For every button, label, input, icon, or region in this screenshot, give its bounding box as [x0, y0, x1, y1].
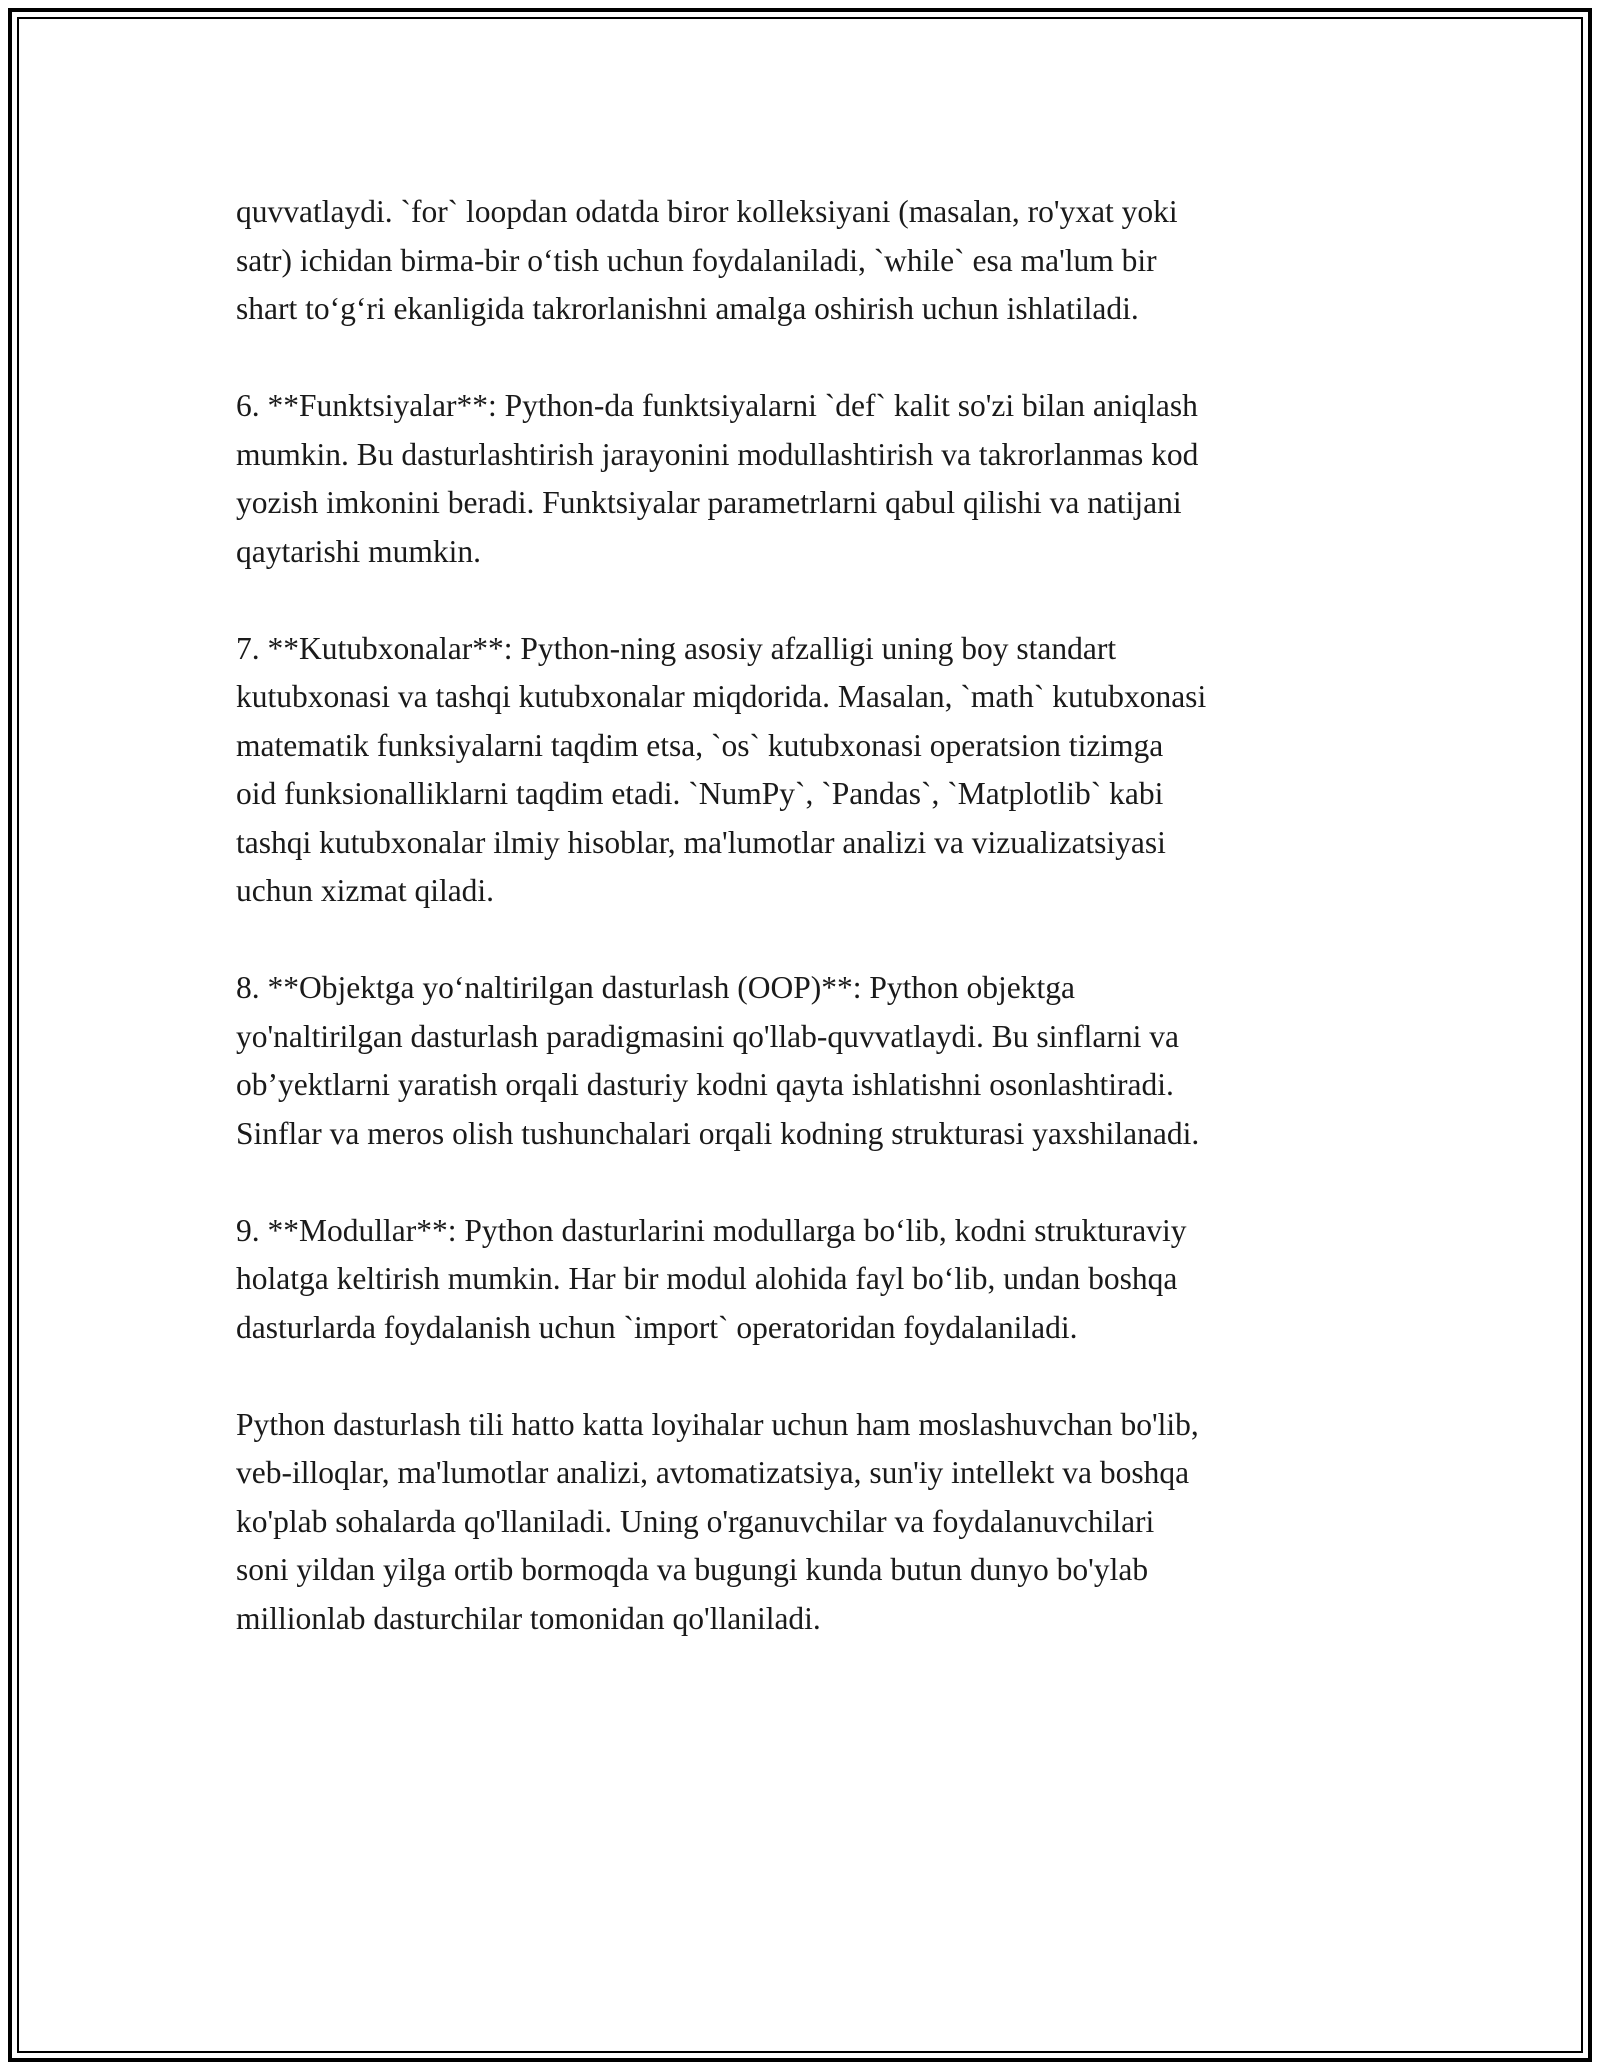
text-line: 9. **Modullar**: Python dasturlarini modullarga bo‘lib, kodni strukturaviy	[236, 1212, 1187, 1248]
text-line: ob’yektlarni yaratish orqali dasturiy kodni qayta ishlatishni osonlashtiradi.	[236, 1067, 1174, 1102]
text-line: shart to‘g‘ri ekanligida takrorlanishni amalga oshirish uchun ishlatiladi.	[236, 291, 1139, 326]
text-line: kutubxonasi va tashqi kutubxonalar miqdorida. Masalan, `math` kutubxonasi	[236, 679, 1207, 714]
text-line: veb-illoqlar, ma'lumotlar analizi, avtomatizatsiya, sun'iy intellekt va boshqa	[236, 1455, 1190, 1490]
paragraph-conclusion	[236, 1401, 1376, 1644]
text-line: millionlab dasturchilar tomonidan qo'llaniladi.	[236, 1600, 821, 1636]
text-line: qaytarishi mumkin.	[236, 533, 481, 569]
paragraph-modules	[236, 1207, 1376, 1353]
text-line: tashqi kutubxonalar ilmiy hisoblar, ma'lumotlar analizi va vizualizatsiyasi	[236, 824, 1166, 860]
paragraph-oop	[236, 964, 1376, 1158]
text-line: quvvatlaydi. `for` loopdan odatda biror kolleksiyani (masalan, ro'yxat yoki	[236, 194, 1178, 229]
text-line: 6. **Funktsiyalar**: Python-da funktsiyalarni `def` kalit so'zi bilan aniqlash	[236, 388, 1198, 423]
document-body	[236, 188, 1376, 1692]
text-line: Python dasturlash tili hatto katta loyihalar uchun ham moslashuvchan bo'lib,	[236, 1406, 1199, 1442]
text-line: matematik funksiyalarni taqdim etsa, `os` kutubxonasi operatsion tizimga	[236, 727, 1164, 763]
text-line: holatga keltirish mumkin. Har bir modul alohida fayl bo‘lib, undan boshqa	[236, 1261, 1178, 1296]
paragraph-libraries	[236, 625, 1376, 916]
text-line: oid funksionalliklarni taqdim etadi. `NumPy`, `Pandas`, `Matplotlib` kabi	[236, 776, 1164, 811]
text-line: satr) ichidan birma-bir o‘tish uchun foydalaniladi, `while` esa ma'lum bir	[236, 242, 1157, 278]
paragraph-functions	[236, 382, 1376, 576]
paragraph-loops-continuation	[236, 188, 1376, 334]
text-line: Sinflar va meros olish tushunchalari orqali kodning strukturasi yaxshilanadi.	[236, 1115, 1200, 1151]
text-line: dasturlarda foydalanish uchun `import` operatoridan foydalaniladi.	[236, 1309, 1078, 1345]
text-line: 7. **Kutubxonalar**: Python-ning asosiy afzalligi uning boy standart	[236, 630, 1117, 666]
text-line: mumkin. Bu dasturlashtirish jarayonini modullashtirish va takrorlanmas kod	[236, 436, 1199, 472]
text-line: yo'naltirilgan dasturlash paradigmasini qo'llab-quvvatlaydi. Bu sinflarni va	[236, 1018, 1180, 1054]
text-line: yozish imkonini beradi. Funktsiyalar parametrlarni qabul qilishi va natijani	[236, 485, 1182, 520]
text-line: soni yildan yilga ortib bormoqda va bugungi kunda butun dunyo bo'ylab	[236, 1552, 1149, 1587]
text-line: ko'plab sohalarda qo'llaniladi. Uning o'rganuvchilar va foydalanuvchilari	[236, 1503, 1155, 1539]
text-line: uchun xizmat qiladi.	[236, 873, 495, 908]
text-line: 8. **Objektga yo‘naltirilgan dasturlash (OOP)**: Python objektga	[236, 970, 1075, 1005]
